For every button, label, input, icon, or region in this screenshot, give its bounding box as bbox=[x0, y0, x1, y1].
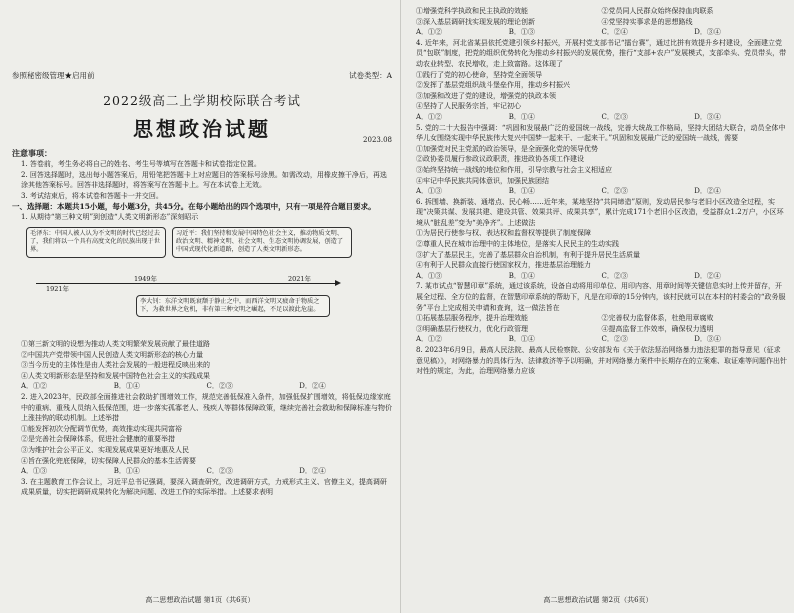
q7-option-2: ②完善权力监督体系，杜绝用章腐败 bbox=[601, 314, 714, 323]
choice-d: D．③④ bbox=[694, 28, 721, 37]
choice-c: C．②③ bbox=[601, 187, 628, 196]
exam-title: 2022级高二上学期校际联合考试 bbox=[103, 93, 301, 108]
q5-option-2: ②政协委员履行参政议政职责，推进政协各项工作建设 bbox=[416, 155, 584, 164]
choice-c: C．②③ bbox=[601, 271, 628, 280]
notice-heading: 注意事项： bbox=[12, 148, 52, 158]
choice-d: D．②④ bbox=[694, 187, 721, 196]
choice-d: D．③④ bbox=[694, 112, 721, 121]
q4-option-4: ④坚持了人民服务宗旨，牢记初心 bbox=[416, 102, 521, 111]
choice-d: D．②④ bbox=[299, 382, 326, 391]
choice-b: B．①③ bbox=[508, 28, 535, 37]
choice-d: D．③④ bbox=[694, 335, 721, 344]
q1-timeline-diagram bbox=[26, 225, 366, 337]
quote-box-xi: 习近平：我们坚持和发展中国特色社会主义，推动物质文明、政治文明、精神文明、社会文明、生态文明协调发展，创造了中国式现代化新道路，创造了人类文明新形态。 bbox=[172, 227, 352, 258]
q3-option-4: ④党坚持实事求是的思想路线 bbox=[601, 17, 693, 26]
q5-choices bbox=[407, 186, 787, 197]
right-page bbox=[400, 0, 794, 613]
q7-option-4: ④提高监督工作效率，确保权力透明 bbox=[601, 324, 714, 333]
choice-c: C．②④ bbox=[601, 28, 628, 37]
section-1-heading: 一、选择题：本题共15小题，每小题3分，共45分。在每小题给出的四个选项中，只有一项是符合题目要求。 bbox=[12, 202, 376, 212]
header-line bbox=[12, 70, 392, 81]
q3-options bbox=[407, 6, 787, 27]
q1-option-1: ①第三新文明的设想为推动人类文明繁荣发展贡献了最佳道路 bbox=[21, 339, 210, 348]
year-1921: 1921年 bbox=[46, 284, 70, 293]
q5-option-3: ③始终坚持统一战线的地位和作用，引导宗教与社会主义相适应 bbox=[416, 165, 612, 174]
choice-b: B．①④ bbox=[508, 335, 535, 344]
q5-stem: 5. 党的二十大报告中强调：“巩固和发展最广泛的爱国统一战线，完善大统战工作格局，坚持大团结大联合，动员全体中华儿女围绕实现中华民族伟大复兴中国梦一起来干、一起来干。”巩固和发展最广泛的爱国统一战线，需要 bbox=[416, 123, 786, 143]
page-footer-1: 高二思想政治试题 第1页（共6页） bbox=[145, 596, 255, 604]
choice-b: B．①④ bbox=[113, 467, 140, 476]
choice-a: A．①② bbox=[21, 382, 48, 391]
timeline-axis bbox=[36, 283, 336, 284]
choice-c: C．②③ bbox=[206, 382, 233, 391]
choice-d: D．②④ bbox=[694, 271, 721, 280]
q1-option-2: ②中国共产党带领中国人民创造人类文明新形态的核心力量 bbox=[21, 350, 203, 359]
q8-stem: 8. 2023年6月9日，最高人民法院、最高人民检察院、公安部发布《关于依法惩治网络暴力违法犯罪的指导意见（征求意见稿）》，对网络暴力的具体行为、法律救济等予以明确，并对网络暴力案件中长期存在的立案难、取证难等问题作出针对性的规定，为此，治理网络暴力应该 bbox=[416, 346, 787, 376]
choice-b: B．①④ bbox=[508, 112, 535, 121]
q1-option-3: ③当今历史的主体性是由人类社会发展的一般进程反映出来的 bbox=[21, 361, 210, 370]
choice-a: A．①③ bbox=[21, 467, 48, 476]
quote-box-mao: 毛泽东：中国人被人认为不文明的时代已经过去了，我们将以一个具有高度文化的民族出现于世界。 bbox=[26, 227, 166, 258]
quote-box-li: 李大钊：东洋文明既衰颓于静止之中，而西洋文明又疲命于物质之下，为救世界之危机，非有第三种文明之崛起，不足以渡此危崖。 bbox=[136, 295, 330, 317]
q1-choices bbox=[12, 381, 392, 392]
q4-option-1: ①践行了党的初心使命，坚持党全面领导 bbox=[416, 70, 542, 79]
q7-stem: 7. 某市试点“智慧印章”系统，通过该系统，设备自动将用印单位、用印内容、用章时间等关键信息实时上传并留存，开展全过程、全方位的监督，在智慧印章系统的帮助下，凡是在印章的15分钟内，该村民就可以在本村的村委会的“政务服务”平台上完成相关申请和查询，这一做法旨在 bbox=[416, 282, 786, 312]
choice-a: A．①② bbox=[416, 28, 443, 37]
q7-choices bbox=[407, 334, 787, 345]
notice-3: 3. 考试结束后，将本试卷和答题卡一并交回。 bbox=[21, 191, 163, 200]
q5-option-1: ①加强党对民主党派的政治领导，是全面强化党的领导优势 bbox=[416, 144, 598, 153]
confidential-label: 参照秘密级管理★启用前 bbox=[12, 71, 95, 80]
q2-option-1: ①能发挥初次分配调节优势，高效推动实现共同富裕 bbox=[21, 424, 182, 433]
q7-option-3: ③明确基层行使权力，优化行政管理 bbox=[416, 324, 528, 333]
q4-option-3: ③加强和改进了党的建设，增强党的执政本领 bbox=[416, 91, 556, 100]
q2-option-2: ②是完善社会保障体系，促进社会健康的重要举措 bbox=[21, 435, 175, 444]
q1-stem: 1. 从期待“第三种文明”到创造“人类文明新形态”深刻昭示 bbox=[21, 213, 199, 222]
q5-option-4: ④牢记中华民族共同体意识，加强民族团结 bbox=[416, 176, 549, 185]
choice-a: A．①③ bbox=[416, 187, 443, 196]
choice-b: B．①④ bbox=[508, 271, 535, 280]
page-footer-2: 高二思想政治试题 第2页（共6页） bbox=[543, 596, 653, 604]
q6-option-2: ②尊重人民在城市治理中的主体地位，是落实人民民主的生动实践 bbox=[416, 240, 619, 249]
q6-option-4: ④有利于人民群众直接行使国家权力，推进基层治理能力 bbox=[416, 261, 591, 270]
q3-stem: 3. 在主题教育工作会议上，习近平总书记强调，要深入调查研究，改进调研方式，力戒形式主义、官僚主义，提高调研成果质量，切实把调研成果转化为解决问题、改进工作的实际举措。上述要求表明 bbox=[21, 477, 387, 497]
year-1949: 1949年 bbox=[134, 274, 158, 283]
choice-c: C．②③ bbox=[601, 112, 628, 121]
exam-date: 2023.08 bbox=[363, 136, 392, 144]
q3-option-3: ③深入基层调研找实现发展的理论创新 bbox=[416, 17, 535, 26]
q6-option-1: ①为居民行使参与权、表达权和监督权等提供了制度保障 bbox=[416, 229, 591, 238]
paper-type-label: 试卷类型：A bbox=[349, 71, 392, 80]
q7-option-1: ①拓展基层服务程序，提升治理效能 bbox=[416, 314, 528, 323]
q1-option-4: ④人类文明新形态是坚持和发展中国特色社会主义的实践成果 bbox=[21, 371, 210, 380]
choice-c: C．②③ bbox=[206, 467, 233, 476]
choice-b: B．①④ bbox=[113, 382, 140, 391]
choice-c: C．②③ bbox=[601, 335, 628, 344]
choice-b: B．①④ bbox=[508, 187, 535, 196]
choice-d: D．②④ bbox=[299, 467, 326, 476]
q2-choices bbox=[12, 466, 392, 477]
q6-option-3: ③扩大了基层民主，完善了基层群众自治机制，有利于提升居民生活质量 bbox=[416, 250, 640, 259]
year-2021: 2021年 bbox=[288, 274, 312, 283]
q4-option-2: ②发挥了基层党组织战斗堡垒作用，推动乡村振兴 bbox=[416, 81, 570, 90]
notice-1: 1. 答卷前，考生务必将自己的姓名、考生号等填写在答题卡和试卷指定位置。 bbox=[21, 160, 261, 168]
q2-option-4: ④旨在强化兜底保障，切实保障人民群众的基本生活需要 bbox=[21, 456, 196, 465]
q3-choices bbox=[407, 27, 787, 38]
q6-choices bbox=[407, 271, 787, 282]
q3-option-2: ②党员同人民群众始终保持血肉联系 bbox=[601, 7, 714, 15]
choice-a: A．①③ bbox=[416, 271, 443, 280]
q3-option-1: ①增强党科学执政和民主执政的效能 bbox=[416, 7, 528, 15]
q6-stem: 6. 拆围墙、换新装、通堵点、民心畅……近年来，某地坚持“共同缔造”原则，发动居民参与老旧小区改造全过程，实现“决策共谋、发展共建、建设共管、效果共评、成果共享”，累计完成171个老旧小区改造，受益群众1.2万户，小区环境从“脏乱差”变为“美净齐”。上述做法 bbox=[416, 197, 784, 227]
choice-a: A．①② bbox=[416, 112, 443, 121]
q2-stem: 2. 进入2023年，民政部全面推进社会救助扩围增效工作，规范完善低保准入条件，加强低保扩围增效，将低保边缘家庭中的重病、重残人员纳入低保范围，进一步落实孤寡老人、残疾人等群体保障政策，继续完善社会救助和保障标准与物价上涨挂钩的联动机制。上述举措 bbox=[21, 392, 392, 423]
subject-title: 思想政治试题 bbox=[133, 117, 271, 141]
q2-option-3: ③为维护社会公平正义、实现发展成果更好地惠及人民 bbox=[21, 445, 189, 454]
q4-stem: 4. 近年来，河北省某县依托党建引领乡村振兴，开展村党支部书记“擂台赛”，通过比拼有效提升乡村建设，全面建立党员“包联”制度，把党的组织优势转化为推动乡村振兴的发展优势，推行“支部+农户”发展模式，支部牵头、党员带头，带动农业转型、农民增收，走上致富路。这体现了 bbox=[416, 38, 787, 68]
choice-a: A．①② bbox=[416, 335, 443, 344]
q4-choices bbox=[407, 112, 787, 123]
notice-2: 2. 回答选择题时，选出每小题答案后，用铅笔把答题卡上对应题目的答案标号涂黑。如需改动，用橡皮擦干净后，再选涂其他答案标号。回答非选择题时，将答案写在答题卡上。写在本试卷上无效。 bbox=[21, 170, 387, 190]
q7-options bbox=[407, 313, 787, 334]
